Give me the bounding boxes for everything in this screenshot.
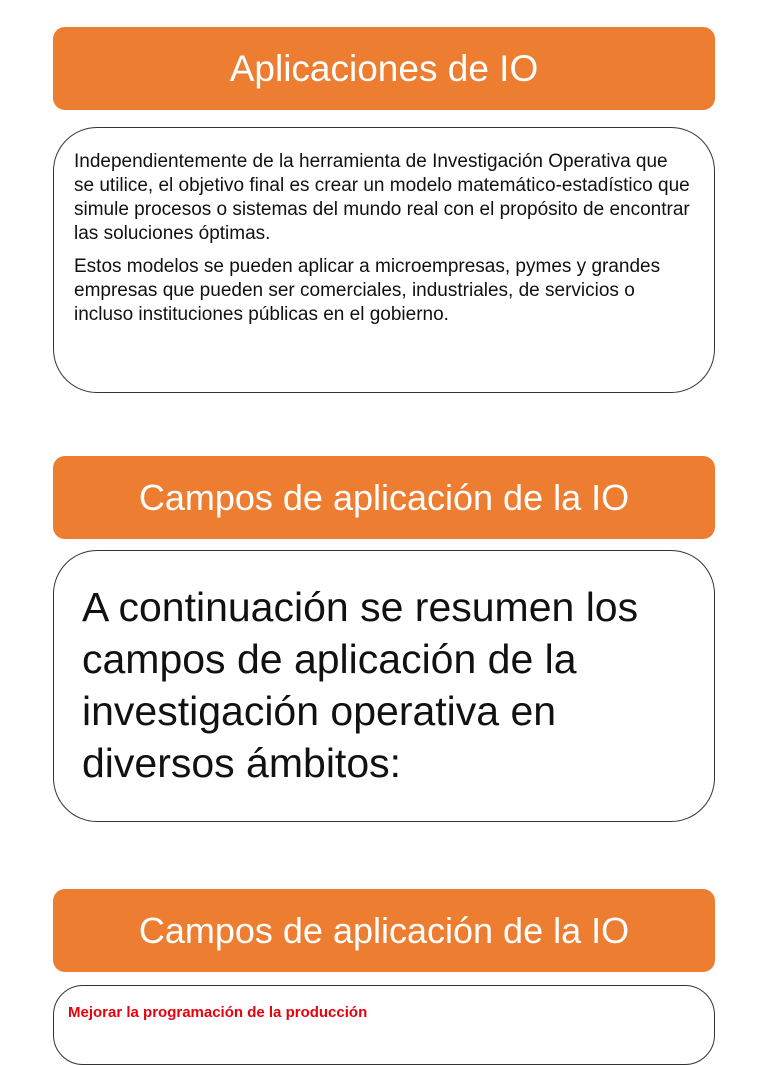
section-header-aplicaciones: [53, 27, 715, 110]
paragraph: Estos modelos se pueden aplicar a microempresas, pymes y grandes empresas que pueden ser comerciales, industriales, de servicios o incluso instituciones públicas en el gobierno.: [74, 256, 661, 325]
header-title: Campos de aplicación de la IO: [138, 476, 630, 518]
intro-text: A continuación se resumen los campos de aplicación de la investigación operativa en diversos ámbitos:: [82, 584, 639, 786]
section-header-campos: [53, 456, 715, 539]
subheading-produccion: Mejorar la programación de la producción: [68, 1004, 368, 1021]
content-box-campos: [53, 550, 715, 822]
section-header-campos-2: [53, 889, 715, 972]
header-title: Aplicaciones de IO: [229, 47, 539, 89]
header-title: Campos de aplicación de la IO: [138, 909, 630, 951]
paragraph: Independientemente de la herramienta de Investigación Operativa que se utilice, el objetivo final es crear un modelo matemático-estadístico que simule procesos o sistemas del mundo real con el propósito de encontrar las soluciones óptimas.: [74, 151, 690, 244]
content-box-aplicaciones: [53, 127, 715, 393]
content-box-produccion: [53, 985, 715, 1065]
